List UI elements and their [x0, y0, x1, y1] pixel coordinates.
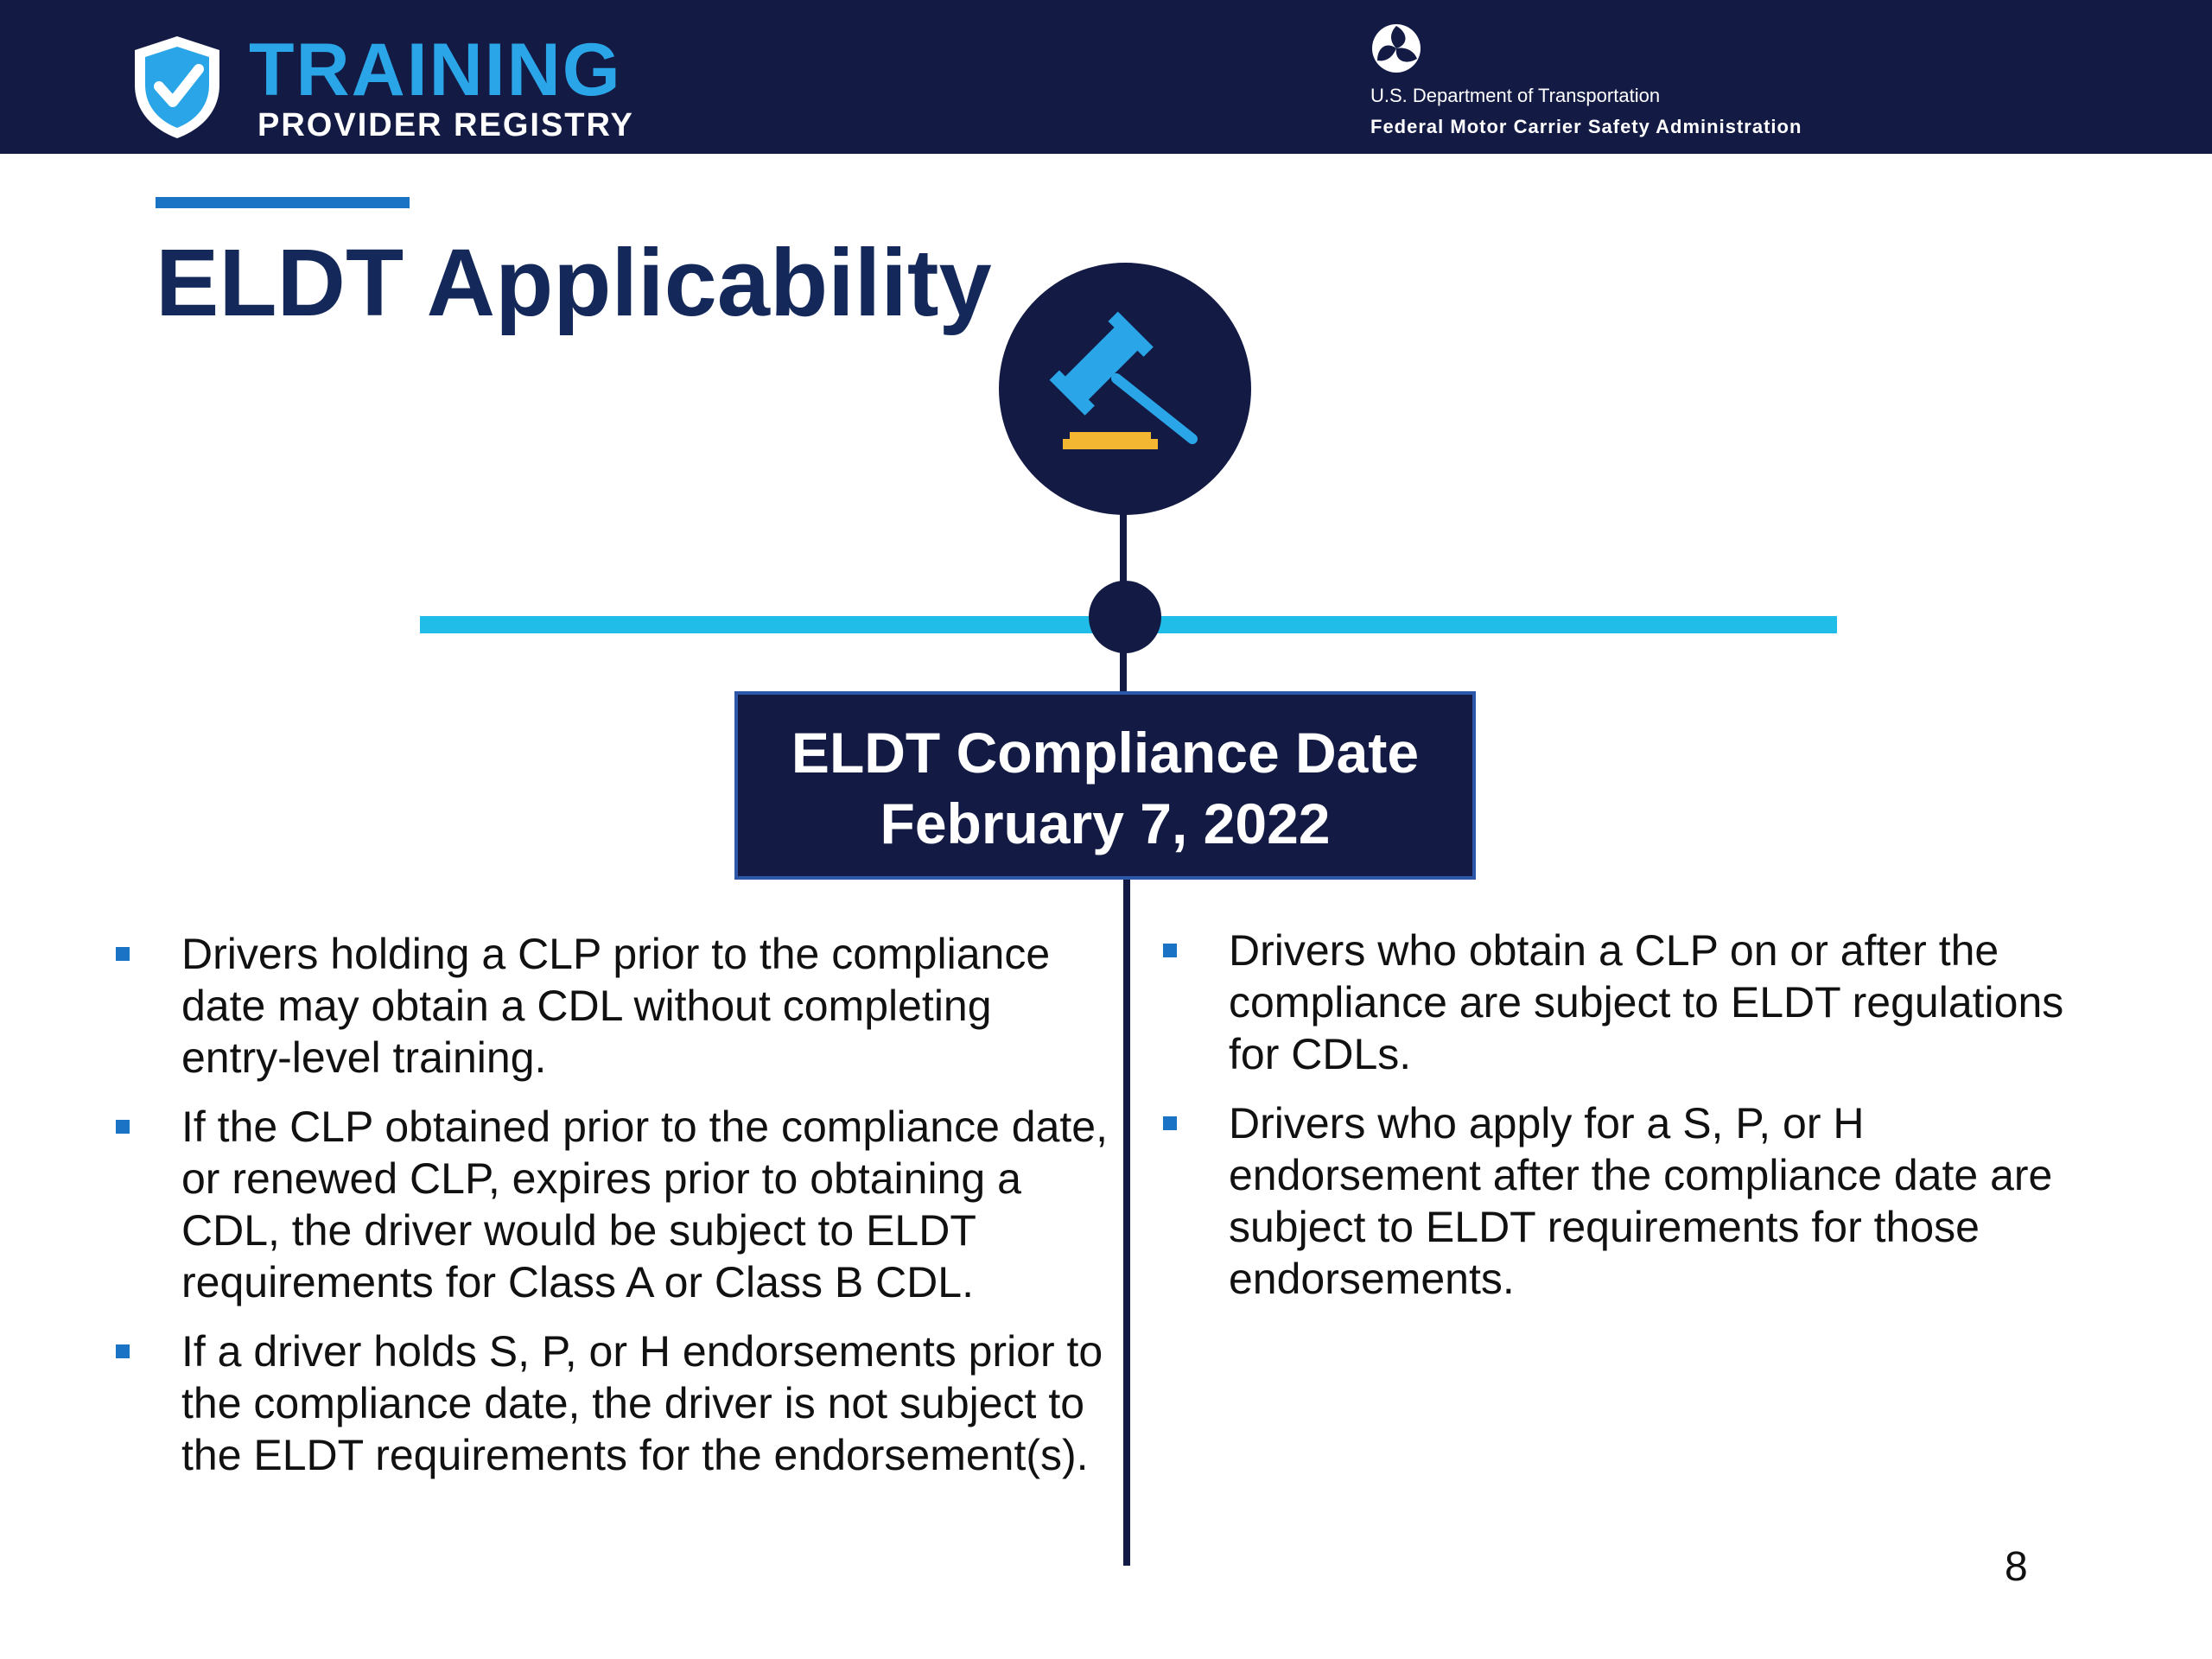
bullet-marker: [1163, 944, 1177, 957]
timeline-node: [1089, 581, 1161, 653]
bullet-marker: [116, 1344, 130, 1358]
title-rule: [156, 197, 410, 208]
bullet-text: If a driver holds S, P, or H endorsements prior to the compliance date, the driver is not subject to the ELDT requirements for the endorsement(s).: [181, 1327, 1103, 1479]
bullet-text: Drivers who obtain a CLP on or after the compliance are subject to ELDT regulations for CDLs.: [1229, 926, 2064, 1078]
bullet-marker: [116, 1120, 130, 1134]
brand-subtitle: PROVIDER REGISTRY: [257, 107, 634, 143]
gavel-badge: [999, 263, 1251, 515]
right-bullet-list: [1163, 925, 2113, 1322]
bullet-text: Drivers holding a CLP prior to the compliance date may obtain a CDL without completing entry-level training.: [181, 930, 1051, 1082]
bullet-text: Drivers who apply for a S, P, or H endorsement after the compliance date are subject to ELDT requirements for those endorsements.: [1229, 1099, 2053, 1303]
compliance-date-label: ELDT Compliance Date: [791, 721, 1420, 785]
list-item: [1163, 1097, 2113, 1305]
list-item: [116, 928, 1109, 1084]
column-divider: [1123, 880, 1130, 1566]
shield-check-icon: [130, 33, 225, 142]
bullet-marker: [1163, 1116, 1177, 1130]
page-number: 8: [2005, 1544, 2028, 1590]
bullet-marker: [116, 947, 130, 961]
list-item: [116, 1101, 1109, 1308]
brand-title: TRAINING: [249, 29, 622, 111]
header-bar: [0, 0, 2212, 154]
left-bullet-list: [116, 928, 1109, 1498]
compliance-date-value: February 7, 2022: [880, 791, 1331, 855]
list-item: [1163, 925, 2113, 1080]
agency-administration: Federal Motor Carrier Safety Administration: [1370, 116, 1802, 137]
dot-logo-icon: [1370, 22, 1422, 74]
bullet-text: If the CLP obtained prior to the compliance date, or renewed CLP, expires prior to obtaining a CDL, the driver would be subject to ELDT requirements for Class A or Class B CDL.: [181, 1103, 1108, 1306]
agency-department: U.S. Department of Transportation: [1370, 85, 1661, 106]
list-item: [116, 1325, 1109, 1481]
gavel-icon: [999, 263, 1251, 515]
compliance-date-box: [734, 691, 1476, 880]
page-title: ELDT Applicability: [156, 230, 992, 336]
